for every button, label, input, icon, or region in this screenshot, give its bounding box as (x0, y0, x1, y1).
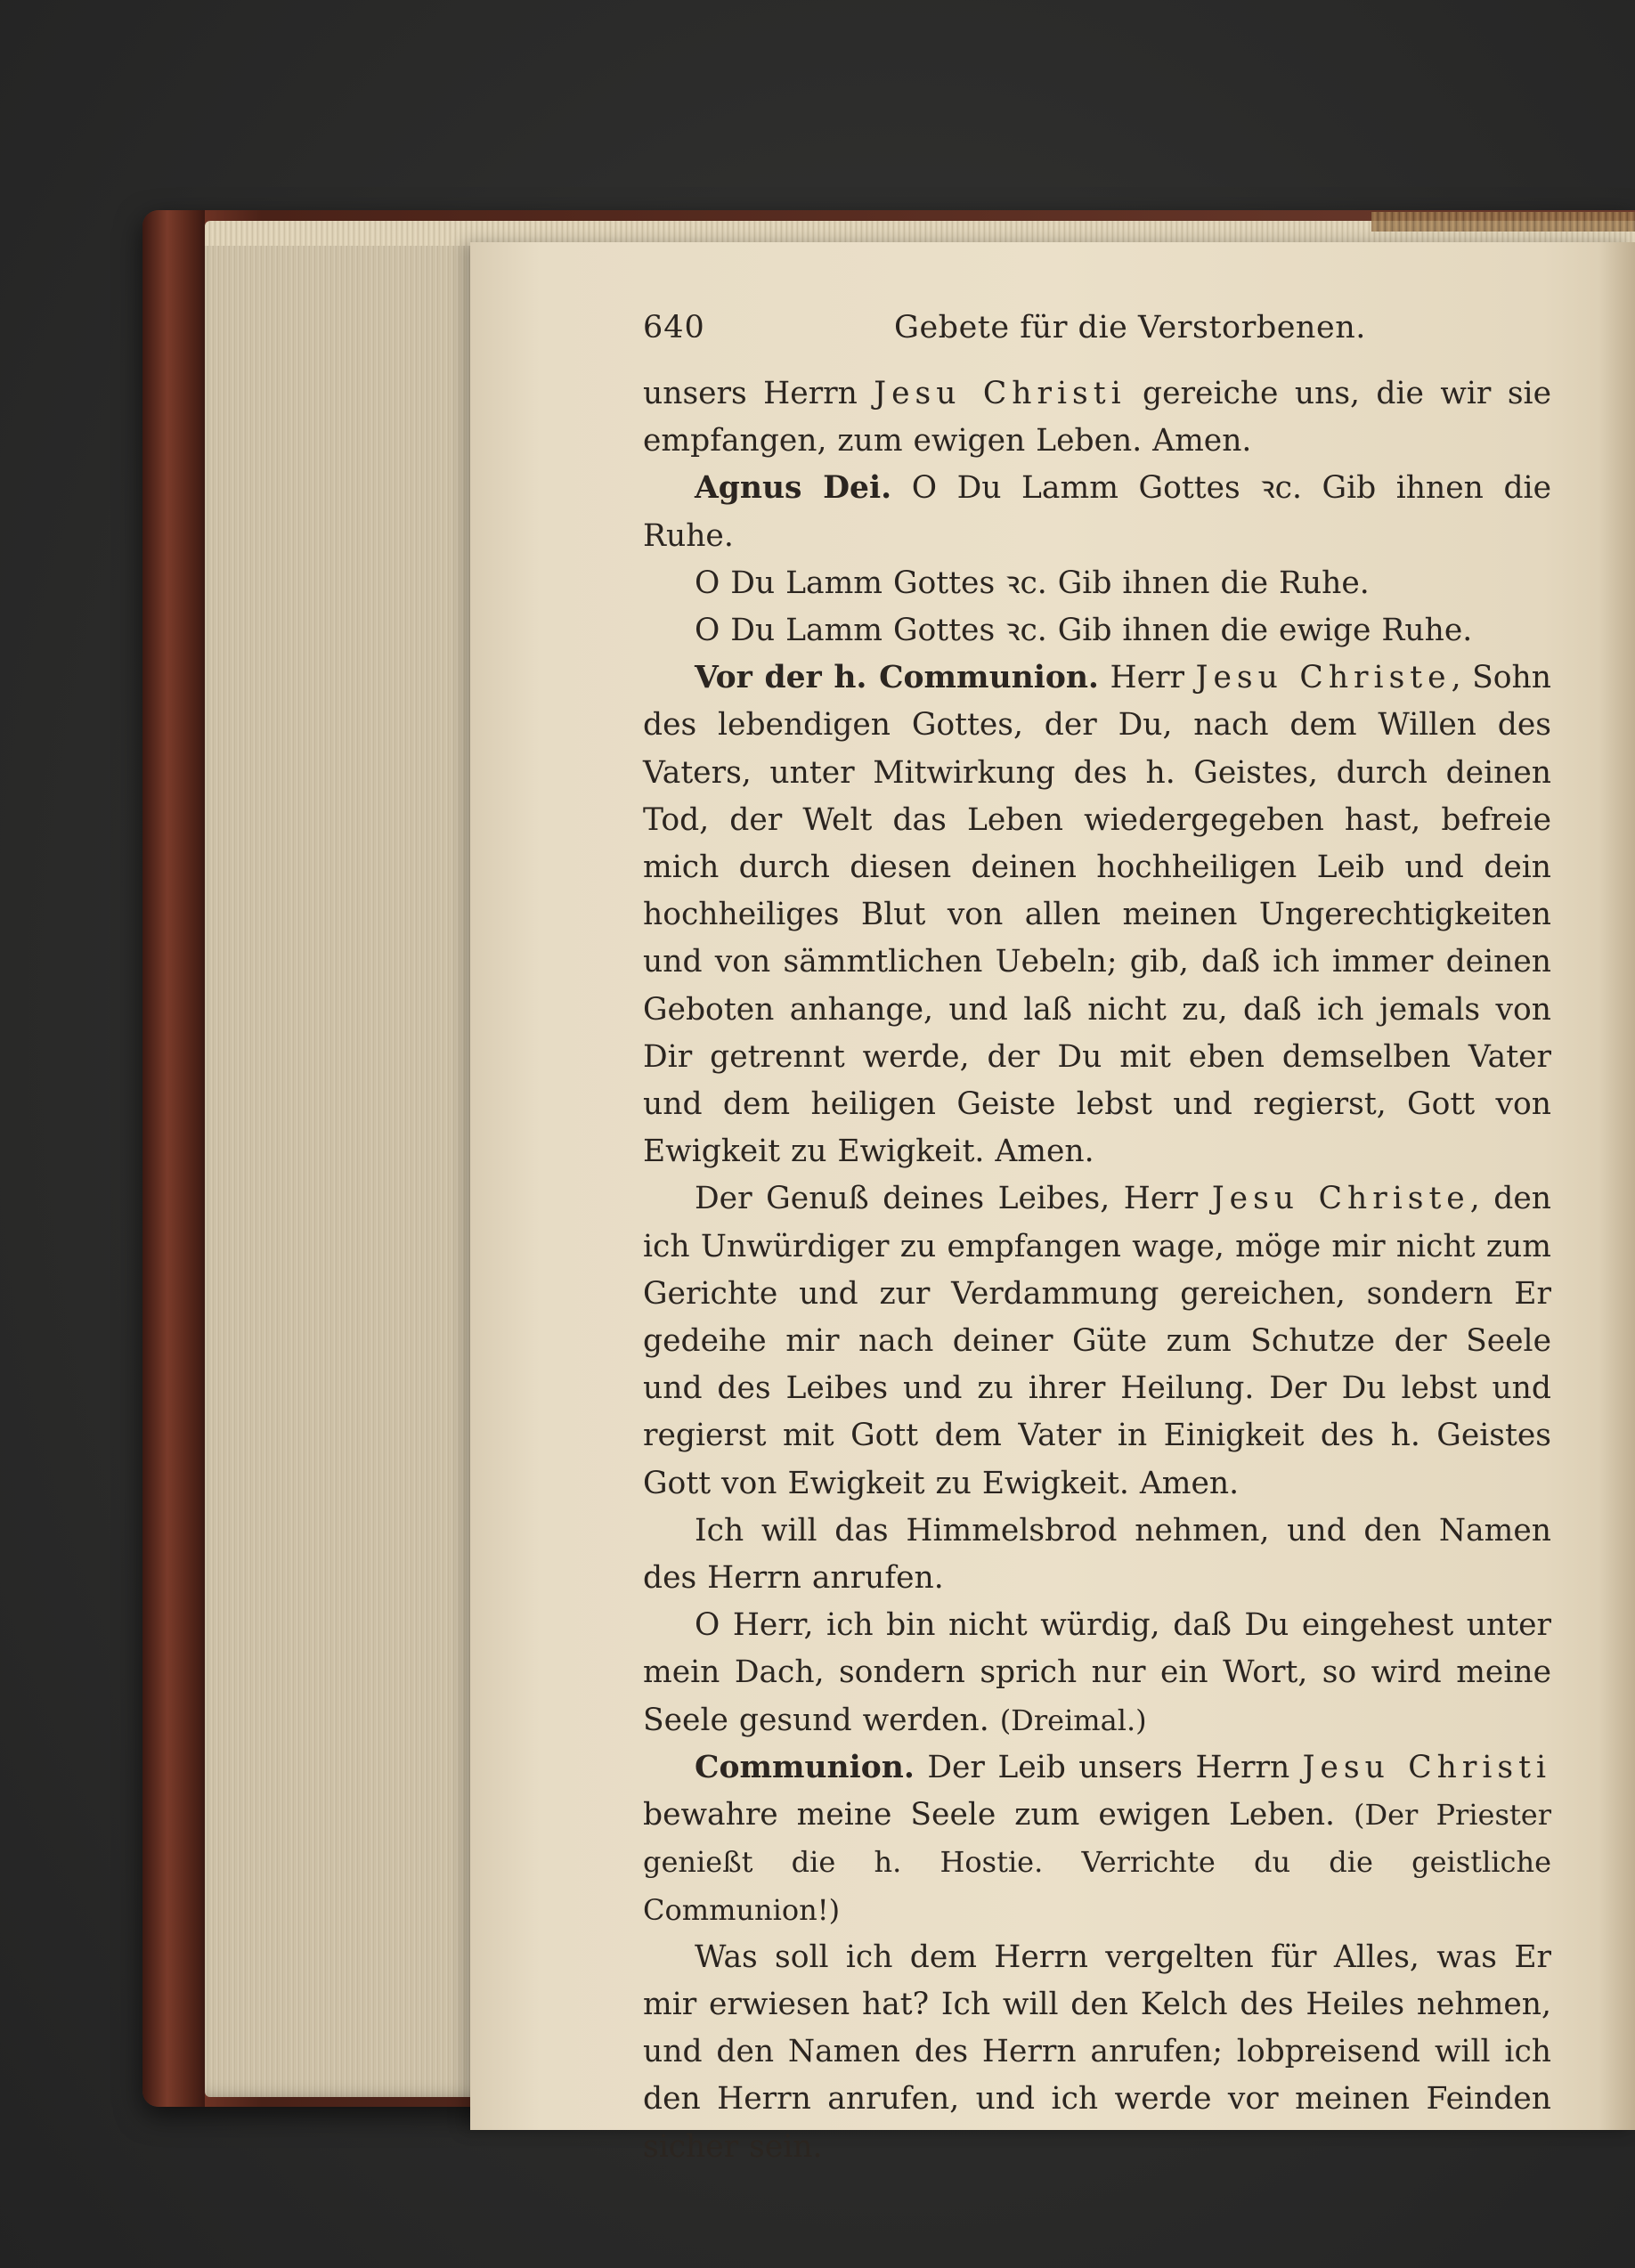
page-header (643, 303, 1551, 370)
text-run: gereiche uns, die wir sie empfangen, zum ewigen Leben. Amen. (643, 376, 1551, 459)
spaced-name: Jesu Christe (1195, 660, 1452, 696)
page-gutter-shadow (1599, 242, 1635, 2130)
rubric-note: (Dreimal.) (999, 1703, 1147, 1737)
paragraph (643, 560, 1551, 607)
page-text (643, 303, 1551, 2171)
text-run: Der Leib unsers Herrn (914, 1749, 1303, 1785)
text-run: , den ich Unwürdiger zu empfangen wage, möge mir nicht zum Gerichte und zur Verdammung gereichen, sondern Er gedeihe mir nach deiner Güte zum Schutze der Seele und des Leibes und zu ihrer Heilung. Der Du lebst und regierst mit Gott dem Vater in Einigkeit des h. Geistes Gott von Ewigkeit zu Ewigkeit. Amen. (643, 1181, 1552, 1501)
paragraph (643, 654, 1551, 1175)
text-run: Der Genuß deines Leibes, Herr (695, 1181, 1212, 1217)
text-run: Herr (1098, 660, 1196, 696)
text-run: O Du Lamm Gottes ꝛc. Gib ihnen die Ruhe. (695, 565, 1370, 601)
gilt-edge (1371, 212, 1635, 232)
paragraph (643, 370, 1551, 465)
paragraph (643, 1508, 1551, 1602)
spaced-name: Jesu Christi (1302, 1749, 1551, 1785)
paragraph (643, 607, 1551, 654)
text-run: , Sohn des lebendigen Gottes, der Du, nach dem Willen des Vaters, unter Mitwirkung des h. Geistes, durch deinen Tod, der Welt das Leben wiedergegeben hast, befreie mich durch diesen deinen hochheiligen Leib und dein hochheiliges Blut von allen meinen Ungerechtigkeiten und von sämmtlichen Uebeln; gib, daß ich immer deinen Geboten anhange, und laß nicht zu, daß ich jemals von Dir getrennt werde, der Du mit eben demselben Vater und dem heiligen Geiste lebst und regierst, Gott von Ewigkeit zu Ewigkeit. Amen. (643, 660, 1551, 1170)
text-run: O Du Lamm Gottes ꝛc. Gib ihnen die ewige Ruhe. (695, 613, 1473, 649)
text-run: Was soll ich dem Herrn vergelten für Alles, was Er mir erwiesen hat? Ich will den Kelch des Heiles nehmen, und den Namen des Herrn anrufen; lobpreisend will ich den Herrn anrufen, und ich werde vor meinen Feinden sicher sein. (643, 1939, 1551, 2165)
rubric-note: (Der Priester genießt die h. Hostie. Verrichte du die geistliche Communion!) (643, 1798, 1552, 1927)
spaced-name: Jesu Christe (1211, 1181, 1470, 1217)
paragraph (643, 1934, 1551, 2171)
paragraph (643, 1744, 1551, 1934)
paragraph (643, 1175, 1551, 1507)
section-heading: Agnus Dei. (695, 470, 892, 507)
running-title: Gebete für die Verstorbenen. (894, 310, 1366, 345)
text-run: unsers Herrn (643, 376, 874, 411)
paragraph (643, 1602, 1551, 1744)
book-spine-edge (142, 210, 205, 2107)
spaced-name: Jesu Christi (874, 376, 1127, 411)
section-heading: Communion. (695, 1749, 915, 1785)
text-run: O Du Lamm Gottes ꝛc. Gib ihnen die Ruhe. (643, 470, 1552, 554)
paragraph (643, 465, 1551, 559)
section-heading: Vor der h. Communion. (695, 660, 1099, 696)
text-run: Ich will das Himmelsbrod nehmen, und den Namen des Herrn anrufen. (643, 1512, 1551, 1597)
text-run: O Herr, ich bin nicht würdig, daß Du eingehest unter mein Dach, sondern sprich nur ein Wort, so wird meine Seele gesund werden. (643, 1607, 1551, 1738)
text-run: bewahre meine Seele zum ewigen Leben. (643, 1797, 1354, 1833)
page-number: 640 (643, 310, 705, 345)
page-body (643, 370, 1551, 2171)
